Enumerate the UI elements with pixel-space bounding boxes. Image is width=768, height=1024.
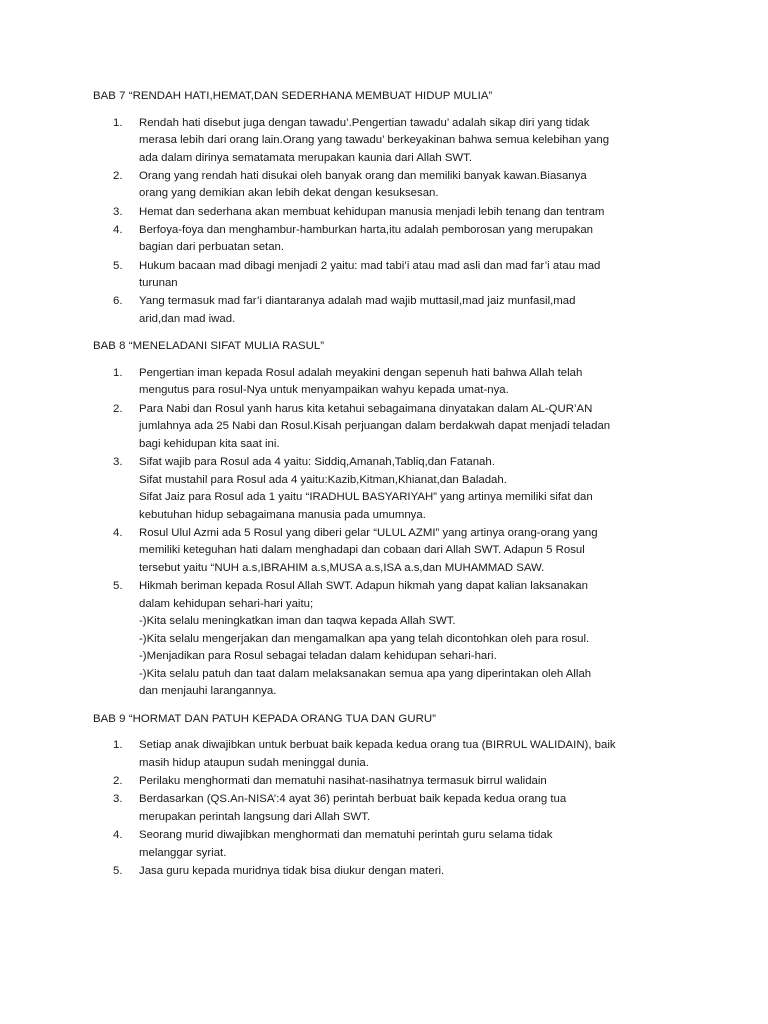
list-item-number: 2.: [113, 169, 123, 182]
section-list: [93, 365, 683, 701]
list-item-text-line: Seorang murid diwajibkan menghormati dan mematuhi perintah guru selama tidak: [139, 829, 553, 842]
section-heading: BAB 8 “MENELADANI SIFAT MULIA RASUL”: [93, 340, 325, 353]
list-item-number: 4.: [113, 829, 123, 842]
list-item-text-line: Rendah hati disebut juga dengan tawadu’.Pengertian tawadu’ adalah sikap diri yang tidak: [139, 116, 590, 129]
list-item: [93, 773, 683, 791]
section-heading: BAB 9 “HORMAT DAN PATUH KEPADA ORANG TUA DAN GURU”: [93, 712, 437, 725]
list-item: [93, 791, 683, 826]
list-item: [93, 578, 683, 701]
list-item-text-line: Berdasarkan (QS.An-NISA’:4 ayat 36) perintah berbuat baik kepada kedua orang tua: [139, 793, 567, 806]
list-item: [93, 863, 683, 881]
list-item-text-line: tersebut yaitu “NUH a.s,IBRAHIM a.s,MUSA a.s,ISA a.s,dan MUHAMMAD SAW.: [139, 561, 545, 574]
list-item-number: 3.: [113, 205, 123, 218]
list-item-text-line: Setiap anak diwajibkan untuk berbuat baik kepada kedua orang tua (BIRRUL WALIDAIN), baik: [139, 739, 616, 752]
list-item-text-line: Sifat Jaiz para Rosul ada 1 yaitu “IRADHUL BASYARIYAH” yang artinya memiliki sifat dan: [139, 491, 593, 504]
list-item-number: 1.: [113, 366, 123, 379]
list-item-text-line: merupakan perintah langsung dari Allah SWT.: [139, 810, 371, 823]
list-item: [93, 525, 683, 578]
list-item-text-line: Sifat wajib para Rosul ada 4 yaitu: Siddiq,Amanah,Tabliq,dan Fatanah.: [139, 456, 495, 469]
document-content: [93, 88, 683, 881]
list-item-number: 3.: [113, 456, 123, 469]
list-item-text-line: -)Kita selalu meningkatkan iman dan taqwa kepada Allah SWT.: [139, 615, 456, 628]
list-item-text-line: -)Kita selalu patuh dan taat dalam melaksanakan semua apa yang diperintakan oleh Allah: [139, 667, 592, 680]
list-item-text-line: bagian dari perbuatan setan.: [139, 241, 285, 254]
list-item: [93, 401, 683, 454]
list-item-text-line: dan menjauhi larangannya.: [139, 685, 277, 698]
list-item-number: 5.: [113, 259, 123, 272]
list-item: [93, 365, 683, 400]
list-item-text-line: melanggar syriat.: [139, 846, 227, 859]
list-item-number: 5.: [113, 864, 123, 877]
list-item-text-line: dalam kehidupan sehari-hari yaitu;: [139, 597, 314, 610]
list-item-text-line: masih hidup ataupun sudah meninggal dunia.: [139, 756, 369, 769]
list-item-text-line: Yang termasuk mad far’i diantaranya adalah mad wajib muttasil,mad jaiz munfasil,mad: [139, 295, 576, 308]
list-item: [93, 293, 683, 328]
section-list: [93, 115, 683, 329]
list-item: [93, 454, 683, 524]
list-item-number: 6.: [113, 295, 123, 308]
list-item-text-line: jumlahnya ada 25 Nabi dan Rosul.Kisah perjuangan dalam berdakwah dapat menjadi teladan: [139, 420, 611, 433]
list-item-text-line: Perilaku menghormati dan mematuhi nasihat-nasihatnya termasuk birrul walidain: [139, 774, 547, 787]
list-item-text-line: Rosul Ulul Azmi ada 5 Rosul yang diberi gelar “ULUL AZMI” yang artinya orang-orang yang: [139, 526, 598, 539]
list-item-text-line: Sifat mustahil para Rosul ada 4 yaitu:Kazib,Kitman,Khianat,dan Baladah.: [139, 473, 507, 486]
list-item: [93, 168, 683, 203]
list-item-text-line: Berfoya-foya dan menghambur-hamburkan harta,itu adalah pemborosan yang merupakan: [139, 223, 594, 236]
list-item-text-line: -)Kita selalu mengerjakan dan mengamalkan apa yang telah dicontohkan oleh para rosul.: [139, 632, 590, 645]
list-item-text-line: Hukum bacaan mad dibagi menjadi 2 yaitu: mad tabi’i atau mad asli dan mad far’i atau mad: [139, 259, 601, 272]
list-item: [93, 115, 683, 168]
section-list: [93, 737, 683, 880]
list-item-text-line: Para Nabi dan Rosul yanh harus kita ketahui sebagaimana dinyatakan dalam AL-QUR’AN: [139, 402, 593, 415]
list-item-text-line: orang yang demikian akan lebih dekat dengan kesuksesan.: [139, 187, 439, 200]
list-item-text-line: turunan: [139, 277, 178, 290]
list-item-text-line: merasa lebih dari orang lain.Orang yang tawadu’ berkeyakinan bahwa semua kelebihan yang: [139, 134, 610, 146]
list-item-text-line: bagi kehidupan kita saat ini.: [139, 437, 280, 450]
section-heading: BAB 7 “RENDAH HATI,HEMAT,DAN SEDERHANA MEMBUAT HIDUP MULIA”: [93, 90, 493, 102]
list-item-number: 4.: [113, 526, 123, 539]
list-item-text-line: Jasa guru kepada muridnya tidak bisa diukur dengan materi.: [139, 864, 445, 877]
list-item-text-line: ada dalam dirinya sematamata merupakan kaunia dari Allah SWT.: [139, 151, 473, 164]
list-item-number: 5.: [113, 580, 123, 593]
list-item: [93, 222, 683, 257]
list-item-number: 3.: [113, 793, 123, 806]
list-item-text-line: memiliki keteguhan hati dalam menghadapi dan cobaan dari Allah SWT. Adapun 5 Rosul: [139, 544, 585, 557]
list-item: [93, 258, 683, 293]
list-item-number: 2.: [113, 774, 123, 787]
list-item-number: 4.: [113, 223, 123, 236]
list-item: [93, 827, 683, 862]
list-item-text-line: kebutuhan hidup sebagaimana manusia pada umumnya.: [139, 508, 426, 521]
list-item-number: 2.: [113, 402, 123, 415]
list-item-text-line: Orang yang rendah hati disukai oleh banyak orang dan memiliki banyak kawan.Biasanya: [139, 169, 587, 182]
list-item: [93, 204, 683, 222]
list-item: [93, 737, 683, 772]
list-item-text-line: Pengertian iman kepada Rosul adalah meyakini dengan sepenuh hati bahwa Allah telah: [139, 366, 583, 379]
list-item-text-line: Hikmah beriman kepada Rosul Allah SWT. Adapun hikmah yang dapat kalian laksanakan: [139, 580, 588, 593]
list-item-text-line: -)Menjadikan para Rosul sebagai teladan dalam kehidupan sehari-hari.: [139, 650, 497, 663]
list-item-text-line: arid,dan mad iwad.: [139, 312, 236, 325]
list-item-number: 1.: [113, 116, 123, 129]
list-item-number: 1.: [113, 739, 123, 752]
list-item-text-line: Hemat dan sederhana akan membuat kehidupan manusia menjadi lebih tenang dan tentram: [139, 205, 605, 218]
list-item-text-line: mengutus para rosul-Nya untuk menyampaikan wahyu kepada umat-nya.: [139, 384, 509, 397]
